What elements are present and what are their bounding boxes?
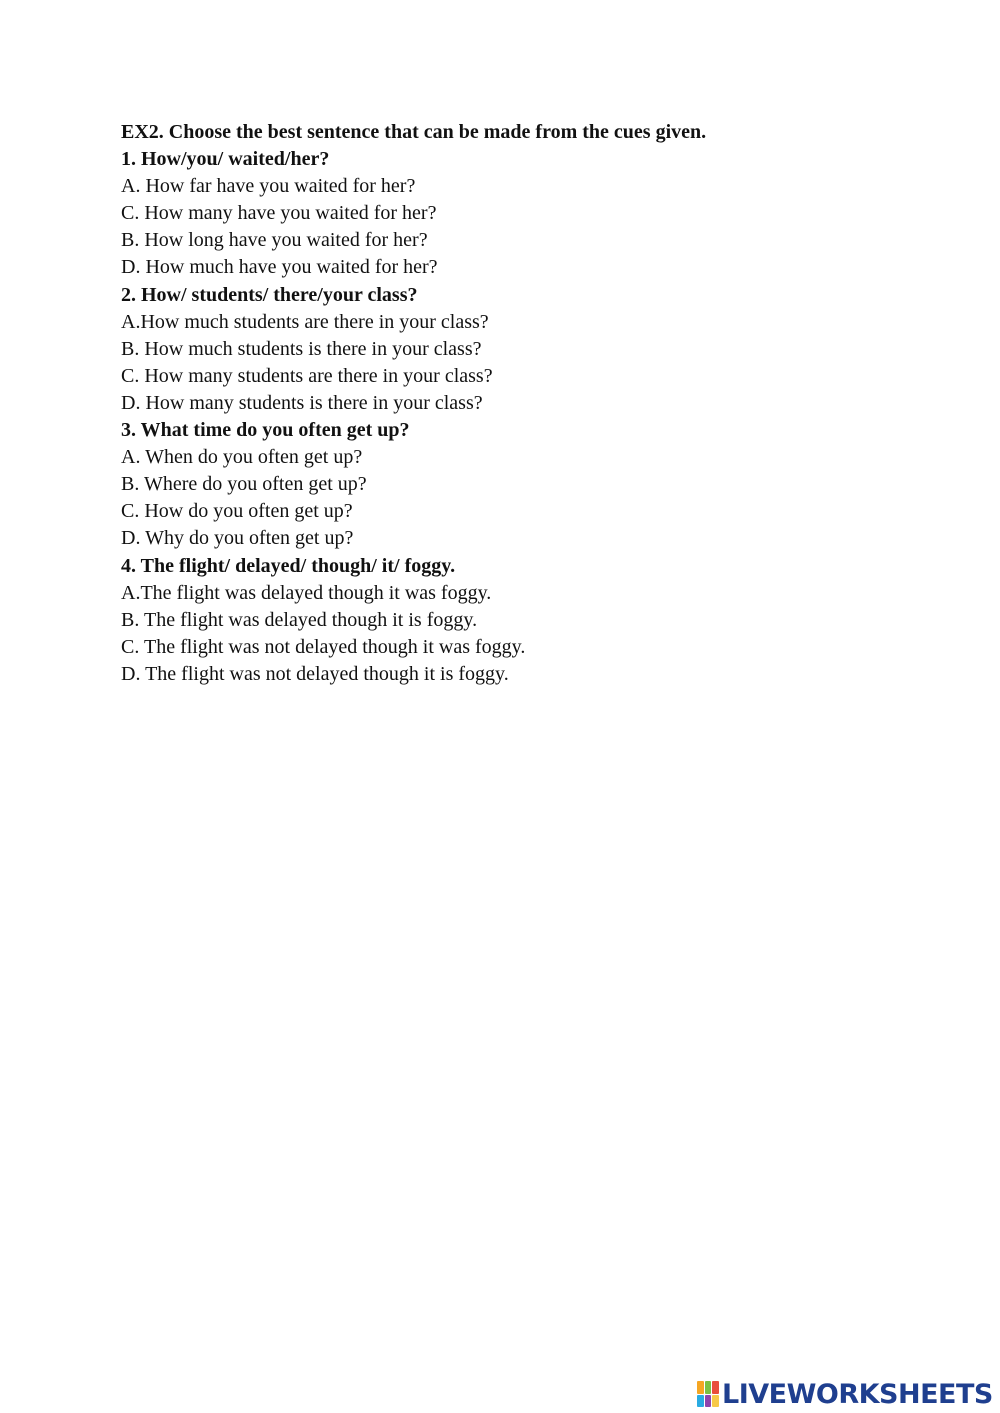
- answer-option: D. The flight was not delayed though it is foggy.: [121, 662, 509, 685]
- logo-square: [697, 1381, 704, 1394]
- answer-option: B. How much students is there in your class?: [121, 337, 482, 360]
- answer-option: C. The flight was not delayed though it was foggy.: [121, 635, 526, 658]
- exercise-title: EX2. Choose the best sentence that can be made from the cues given.: [121, 121, 707, 143]
- answer-option: A.How much students are there in your class?: [121, 310, 489, 333]
- logo-square: [705, 1381, 712, 1394]
- answer-option: C. How do you often get up?: [121, 500, 353, 523]
- liveworksheets-logo-icon: [697, 1381, 719, 1407]
- answer-option: B. The flight was delayed though it is foggy.: [121, 608, 478, 631]
- question-3: [121, 417, 921, 552]
- question-prompt: 2. How/ students/ there/your class?: [121, 283, 418, 306]
- logo-square: [705, 1395, 712, 1408]
- worksheet: [121, 119, 921, 688]
- question-prompt: 4. The flight/ delayed/ though/ it/ foggy.: [121, 554, 456, 577]
- answer-option: A. How far have you waited for her?: [121, 175, 416, 198]
- question-1: [121, 146, 921, 281]
- answer-option: D. How much have you waited for her?: [121, 256, 438, 279]
- answer-option: A.The flight was delayed though it was foggy.: [121, 581, 492, 604]
- answer-option: D. Why do you often get up?: [121, 527, 354, 550]
- question-4: [121, 553, 921, 688]
- answer-option: C. How many have you waited for her?: [121, 202, 437, 225]
- answer-option: C. How many students are there in your class?: [121, 364, 493, 387]
- question-prompt: 3. What time do you often get up?: [121, 419, 410, 442]
- question-prompt: 1. How/you/ waited/her?: [121, 148, 330, 171]
- answer-option: B. Where do you often get up?: [121, 473, 367, 496]
- logo-text: LIVEWORKSHEETS: [722, 1378, 993, 1410]
- logo-square: [712, 1381, 719, 1394]
- logo-square: [712, 1395, 719, 1408]
- answer-option: A. When do you often get up?: [121, 446, 363, 469]
- logo-square: [697, 1395, 704, 1408]
- answer-option: D. How many students is there in your class?: [121, 391, 483, 414]
- answer-option: B. How long have you waited for her?: [121, 229, 428, 252]
- liveworksheets-logo[interactable]: [697, 1376, 993, 1412]
- question-2: [121, 282, 921, 417]
